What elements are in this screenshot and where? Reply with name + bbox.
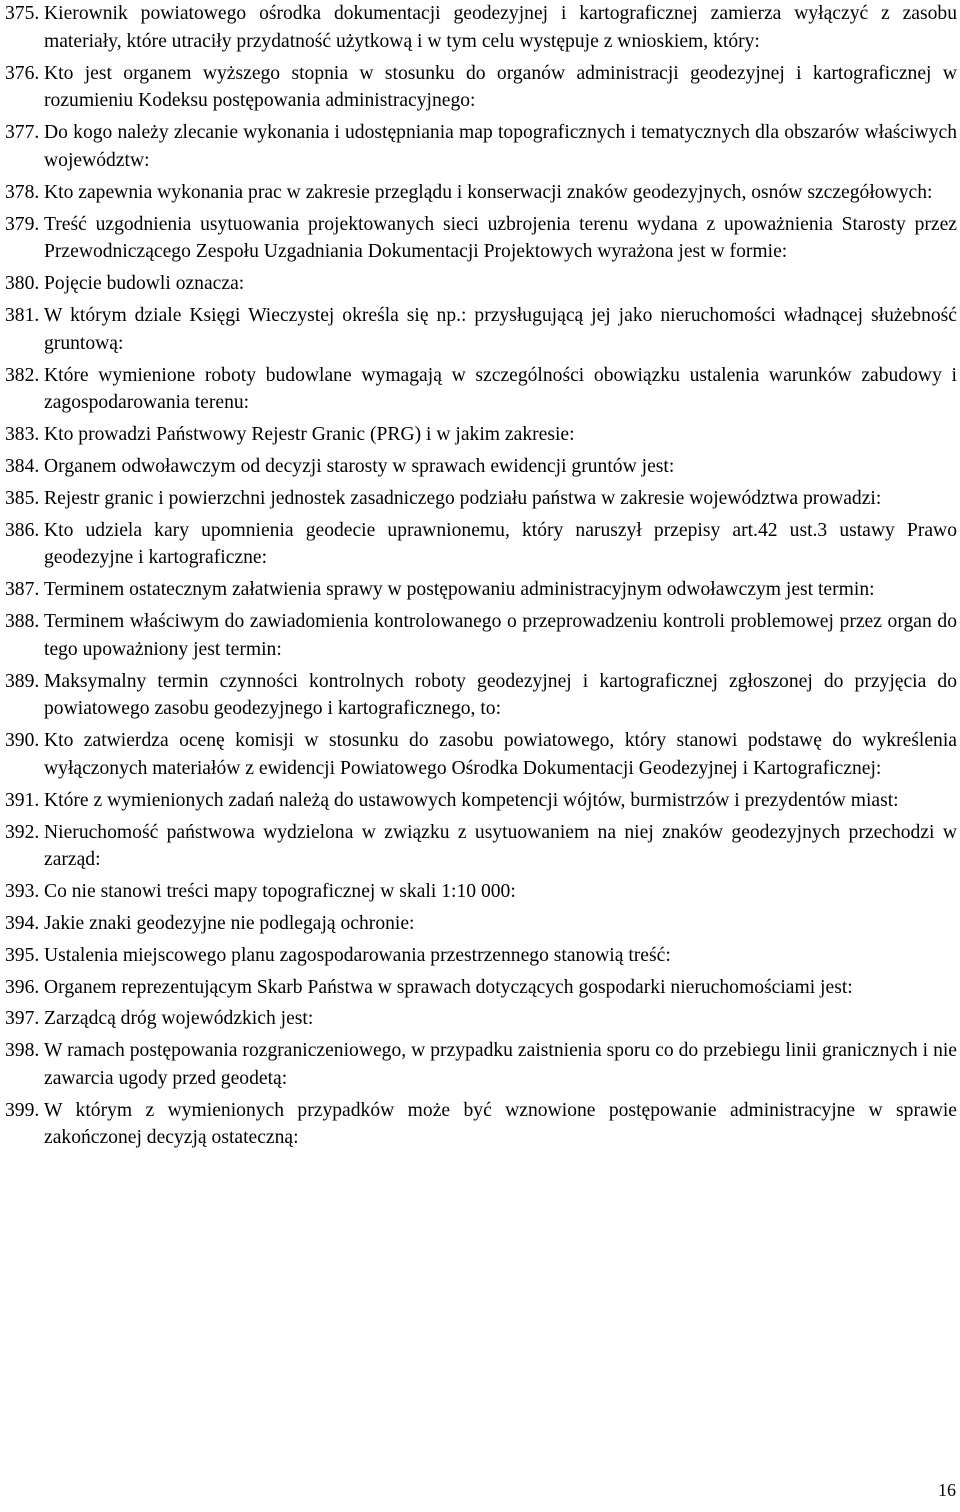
question-number: 389. xyxy=(5,670,40,692)
question-text: W ramach postępowania rozgraniczeniowego, w przypadku zaistnienia sporu co do przebiegu linii granicznych i nie zawarcia ugody przed geodetą: xyxy=(44,1040,957,1089)
question-number: 377. xyxy=(5,122,40,144)
question-text: Pojęcie budowli oznacza: xyxy=(44,273,245,295)
question-number: 388. xyxy=(5,610,40,632)
question-item xyxy=(5,517,957,573)
page-number: 16 xyxy=(938,1480,956,1500)
question-item xyxy=(5,819,957,875)
question-number: 386. xyxy=(5,519,40,541)
question-item xyxy=(5,608,957,664)
question-number: 375. xyxy=(5,3,40,24)
question-number: 397. xyxy=(5,1008,40,1030)
question-item xyxy=(5,787,957,815)
question-item xyxy=(5,878,957,906)
question-number: 396. xyxy=(5,976,40,998)
question-text: Nieruchomość państwowa wydzielona w związku z usytuowaniem na niej znaków geodezyjnych przechodzi w zarząd: xyxy=(44,821,957,871)
question-text: Zarządcą dróg wojewódzkich jest: xyxy=(44,1008,314,1030)
question-number: 390. xyxy=(5,730,40,752)
question-item xyxy=(5,974,957,1002)
question-item xyxy=(5,302,957,358)
question-item xyxy=(5,270,957,298)
question-item xyxy=(5,60,957,116)
question-item xyxy=(5,910,957,938)
question-item xyxy=(5,421,957,449)
question-number: 387. xyxy=(5,579,40,601)
question-number: 399. xyxy=(5,1099,40,1121)
question-text: Kto jest organem wyższego stopnia w stosunku do organów administracji geodezyjnej i kartograficznej w rozumieniu Kodeksu postępowania administracyjnego: xyxy=(44,62,957,112)
question-text: Które wymienione roboty budowlane wymagają w szczególności obowiązku ustalenia warunków zabudowy i zagospodarowania terenu: xyxy=(44,364,957,414)
question-item xyxy=(5,576,957,604)
question-number: 380. xyxy=(5,273,40,295)
question-item xyxy=(5,119,957,175)
question-text: Które z wymienionych zadań należą do ustawowych kompetencji wójtów, burmistrzów i prezydentów miast: xyxy=(44,789,899,811)
question-number: 383. xyxy=(5,424,40,446)
question-item xyxy=(5,668,957,724)
question-text: Kto udziela kary upomnienia geodecie uprawnionemu, który naruszył przepisy art.42 ust.3 ustawy Prawo geodezyjne i kartograficzne: xyxy=(44,519,957,569)
question-list xyxy=(5,0,957,1156)
question-text: Jakie znaki geodezyjne nie podlegają ochronie: xyxy=(44,912,415,934)
question-text: Organem reprezentującym Skarb Państwa w sprawach dotyczących gospodarki nieruchomościami jest: xyxy=(44,976,853,998)
question-item xyxy=(5,453,957,481)
question-number: 378. xyxy=(5,181,40,203)
question-number: 395. xyxy=(5,944,40,966)
question-text: Kierownik powiatowego ośrodka dokumentacji geodezyjnej i kartograficznej zamierza wyłączyć z zasobu materiały, które utraciły przydatność użytkową i w tym celu występuje z wnioskiem, który: xyxy=(44,3,957,52)
question-number: 392. xyxy=(5,821,40,843)
question-text: Kto zatwierdza ocenę komisji w stosunku do zasobu powiatowego, który stanowi podstawę do wykreślenia wyłączonych materiałów z ewidencji Powiatowego Ośrodka Dokumentacji Geodezyjnej i Kartograficznej: xyxy=(44,730,957,779)
question-number: 381. xyxy=(5,304,40,326)
question-number: 384. xyxy=(5,455,40,477)
question-number: 398. xyxy=(5,1040,40,1062)
question-number: 391. xyxy=(5,789,40,811)
question-text: Co nie stanowi treści mapy topograficznej w skali 1:10 000: xyxy=(44,881,516,903)
question-item xyxy=(5,211,957,267)
question-text: Rejestr granic i powierzchni jednostek zasadniczego podziału państwa w zakresie województwa prowadzi: xyxy=(44,487,882,509)
question-text: Maksymalny termin czynności kontrolnych roboty geodezyjnej i kartograficznej zgłoszonej do przyjęcia do powiatowego zasobu geodezyjnego i kartograficznego, to: xyxy=(44,670,957,720)
question-item xyxy=(5,362,957,418)
question-number: 379. xyxy=(5,213,40,235)
question-number: 394. xyxy=(5,912,40,934)
question-text: Organem odwoławczym od decyzji starosty w sprawach ewidencji gruntów jest: xyxy=(44,455,675,477)
question-number: 393. xyxy=(5,881,40,903)
question-number: 385. xyxy=(5,487,40,509)
question-item xyxy=(5,942,957,970)
question-text: Kto prowadzi Państwowy Rejestr Granic (PRG) i w jakim zakresie: xyxy=(44,424,575,446)
question-item xyxy=(5,1005,957,1033)
question-item xyxy=(5,485,957,513)
question-item xyxy=(5,179,957,207)
question-item xyxy=(5,1037,957,1093)
question-text: Kto zapewnia wykonania prac w zakresie przeglądu i konserwacji znaków geodezyjnych, osnów szczegółowych: xyxy=(44,181,933,203)
question-text: Do kogo należy zlecanie wykonania i udostępniania map topograficznych i tematycznych dla obszarów właściwych województw: xyxy=(44,122,957,171)
question-text: Terminem właściwym do zawiadomienia kontrolowanego o przeprowadzeniu kontroli problemowej przez organ do tego upoważniony jest termin: xyxy=(44,610,957,660)
question-number: 382. xyxy=(5,364,40,386)
question-item xyxy=(5,0,957,56)
question-item xyxy=(5,1097,957,1153)
question-text: W którym z wymienionych przypadków może być wznowione postępowanie administracyjne w sprawie zakończonej decyzją ostateczną: xyxy=(44,1099,957,1149)
question-number: 376. xyxy=(5,62,40,84)
question-text: Treść uzgodnienia usytuowania projektowanych sieci uzbrojenia terenu wydana z upoważnienia Starosty przez Przewodniczącego Zespołu Uzgadniania Dokumentacji Projektowych wyrażona jest w formie: xyxy=(44,213,957,263)
question-item xyxy=(5,727,957,783)
question-text: Ustalenia miejscowego planu zagospodarowania przestrzennego stanowią treść: xyxy=(44,944,671,966)
question-text: W którym dziale Księgi Wieczystej określa się np.: przysługującą jej jako nieruchomości władnącej służebność gruntową: xyxy=(44,304,957,354)
question-text: Terminem ostatecznym załatwienia sprawy w postępowaniu administracyjnym odwoławczym jest termin: xyxy=(44,579,875,601)
